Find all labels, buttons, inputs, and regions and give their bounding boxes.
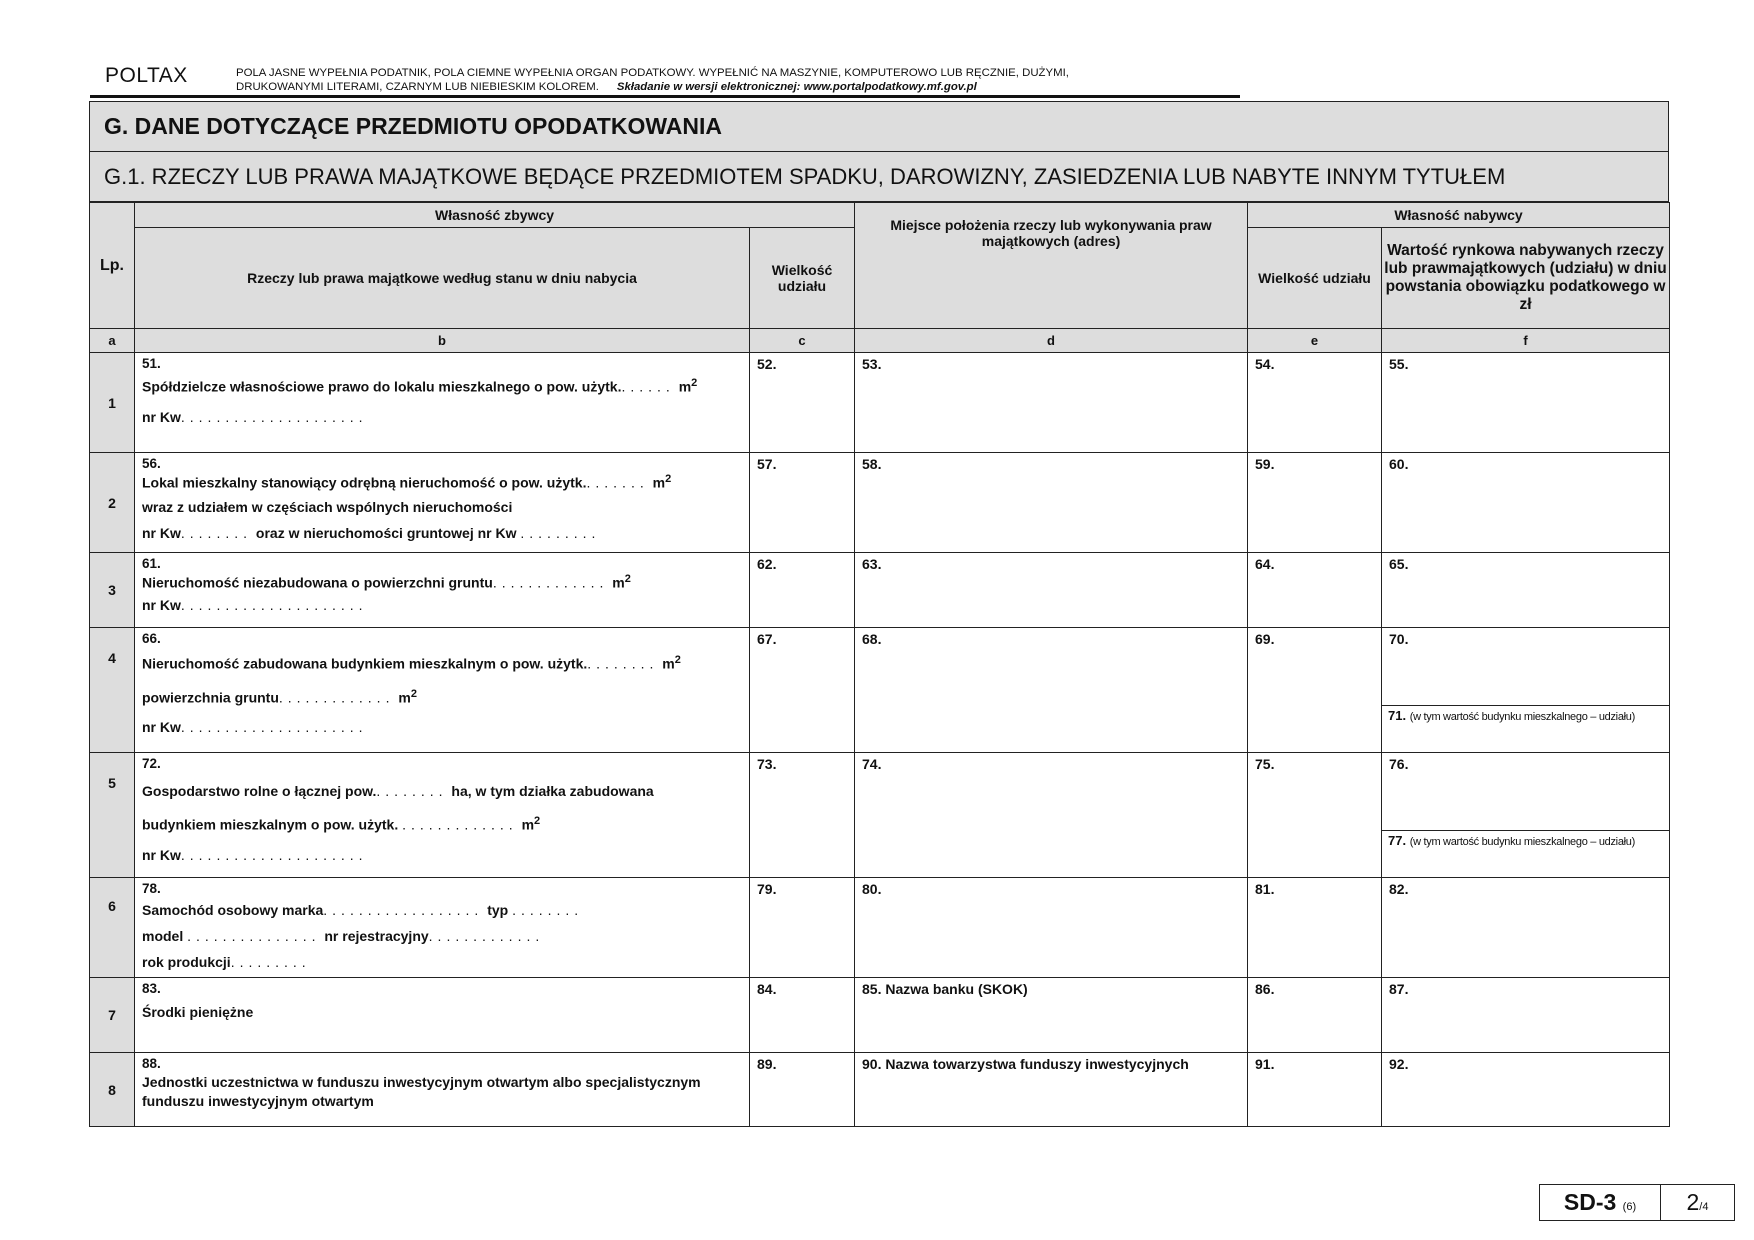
header-rule [90,95,1240,98]
portal-link[interactable]: Składanie w wersji elektronicznej: www.portalpodatkowy.mf.gov.pl [616,81,977,93]
field-80[interactable]: 80. [855,878,1248,978]
field-81[interactable]: 81. [1248,878,1382,978]
field-78[interactable]: 78. Samochód osobowy marka.................. typ ........ model ............... nr rejestracyjny............. rok produkcji......... [135,878,750,978]
field-69[interactable]: 69. [1248,628,1382,753]
field-60[interactable]: 60. [1382,453,1670,553]
field-67[interactable]: 67. [750,628,855,753]
header-col-b: Rzeczy lub prawa majątkowe według stanu w dniu nabycia [135,228,750,329]
form-code: SD-3 (6) [1540,1185,1661,1220]
table-row [90,453,1670,553]
row-lp: 5 [90,753,135,878]
property-table [89,202,1670,1127]
field-90[interactable]: 90. Nazwa towarzystwa funduszy inwestycyjnych [855,1053,1248,1127]
field-92[interactable]: 92. [1382,1053,1670,1127]
field-79[interactable]: 79. [750,878,855,978]
row-lp: 6 [90,878,135,978]
form-footer [1539,1184,1735,1221]
letter-e: e [1248,329,1382,353]
row-lp: 7 [90,978,135,1053]
header-lp: Lp. [90,203,135,329]
field-87[interactable]: 87. [1382,978,1670,1053]
field-83[interactable]: 83. Środki pieniężne [135,978,750,1053]
field-64[interactable]: 64. [1248,553,1382,628]
field-55[interactable]: 55. [1382,353,1670,453]
instructions-line2: DRUKOWANYMI LITERAMI, CZARNYM LUB NIEBIESKIM KOLOREM. Składanie w wersji elektronicznej: www.portalpodatkowy.mf.gov.pl [236,81,977,93]
header-col-f: Wartość rynkowa nabywanych rzeczy lub prawmajątkowych (udziału) w dniu powstania obowiązku podatkowego w zł [1382,228,1670,329]
field-70[interactable]: 70. 71. (w tym wartość budynku mieszkalnego – udziału) [1382,628,1670,753]
header-col-e: Wielkość udziału [1248,228,1382,329]
field-75[interactable]: 75. [1248,753,1382,878]
field-88[interactable]: 88. Jednostki uczestnictwa w funduszu inwestycyjnym otwartym albo specjalistycznym funduszu inwestycyjnym otwartym [135,1053,750,1127]
letter-d: d [855,329,1248,353]
header-col-d: Miejsce położenia rzeczy lub wykonywania praw majątkowych (adres) [855,203,1248,329]
row-lp: 3 [90,553,135,628]
field-54[interactable]: 54. [1248,353,1382,453]
field-68[interactable]: 68. [855,628,1248,753]
letter-c: c [750,329,855,353]
field-71[interactable]: 71. (w tym wartość budynku mieszkalnego – udziału) [1382,705,1670,725]
letter-a: a [90,329,135,353]
field-77[interactable]: 77. (w tym wartość budynku mieszkalnego – udziału) [1382,830,1670,850]
table-row [90,553,1670,628]
table-row [90,628,1670,753]
field-51[interactable]: 51. Spółdzielcze własnościowe prawo do lokalu mieszkalnego o pow. użytk....... $m^2$ nr Kw..................... [135,353,750,453]
header-seller-group: Własność zbywcy [135,203,855,228]
field-85[interactable]: 85. Nazwa banku (SKOK) [855,978,1248,1053]
field-52[interactable]: 52. [750,353,855,453]
header-buyer-group: Własność nabywcy [1248,203,1670,228]
row-lp: 4 [90,628,135,753]
field-86[interactable]: 86. [1248,978,1382,1053]
field-63[interactable]: 63. [855,553,1248,628]
row-lp: 2 [90,453,135,553]
field-58[interactable]: 58. [855,453,1248,553]
row-lp: 8 [90,1053,135,1127]
field-73[interactable]: 73. [750,753,855,878]
field-62[interactable]: 62. [750,553,855,628]
field-56[interactable]: 56. Lokal mieszkalny stanowiący odrębną nieruchomość o pow. użytk........ $m^2$ wraz z udziałem w częściach wspólnych nieruchomości nr Kw........ oraz w nieruchomości gruntowej nr Kw ......... [135,453,750,553]
letter-b: b [135,329,750,353]
field-61[interactable]: 61. Nieruchomość niezabudowana o powierzchni gruntu............. $m^2$ nr Kw..................... [135,553,750,628]
table-row [90,353,1670,453]
section-title: G. DANE DOTYCZĄCE PRZEDMIOTU OPODATKOWANIA [89,101,1669,152]
instructions-note [236,66,1069,94]
field-57[interactable]: 57. [750,453,855,553]
page-number: 2/4 [1686,1189,1709,1215]
header-col-c: Wielkość udziału [750,228,855,329]
field-72[interactable]: 72. Gospodarstwo rolne o łącznej pow......... ha, w tym działka zabudowana budynkiem mieszkalnym o pow. użytk. ............. $m^2$ nr Kw..................... [135,753,750,878]
section-subtitle: G.1. RZECZY LUB PRAWA MAJĄTKOWE BĘDĄCE PRZEDMIOTEM SPADKU, DAROWIZNY, ZASIEDZENIA LUB NABYTE INNYM TYTUŁEM [89,152,1669,202]
table-row [90,878,1670,978]
field-74[interactable]: 74. [855,753,1248,878]
field-82[interactable]: 82. [1382,878,1670,978]
table-row [90,753,1670,878]
letters-row [90,329,1670,353]
poltax-brand: POLTAX [105,64,188,87]
field-59[interactable]: 59. [1248,453,1382,553]
instructions-line1: POLA JASNE WYPEŁNIA PODATNIK, POLA CIEMNE WYPEŁNIA ORGAN PODATKOWY. WYPEŁNIĆ NA MASZYNIE, KOMPUTEROWO LUB RĘCZNIE, DUŻYMI, [236,67,1069,79]
table-row [90,978,1670,1053]
field-65[interactable]: 65. [1382,553,1670,628]
field-91[interactable]: 91. [1248,1053,1382,1127]
letter-f: f [1382,329,1670,353]
field-66[interactable]: 66. Nieruchomość zabudowana budynkiem mieszkalnym o pow. użytk......... $m^2$ powierzchnia gruntu............. $m^2$ nr Kw..................... [135,628,750,753]
row-lp: 1 [90,353,135,453]
table-row [90,1053,1670,1127]
field-84[interactable]: 84. [750,978,855,1053]
field-76[interactable]: 76. 77. (w tym wartość budynku mieszkalnego – udziału) [1382,753,1670,878]
field-53[interactable]: 53. [855,353,1248,453]
field-89[interactable]: 89. [750,1053,855,1127]
